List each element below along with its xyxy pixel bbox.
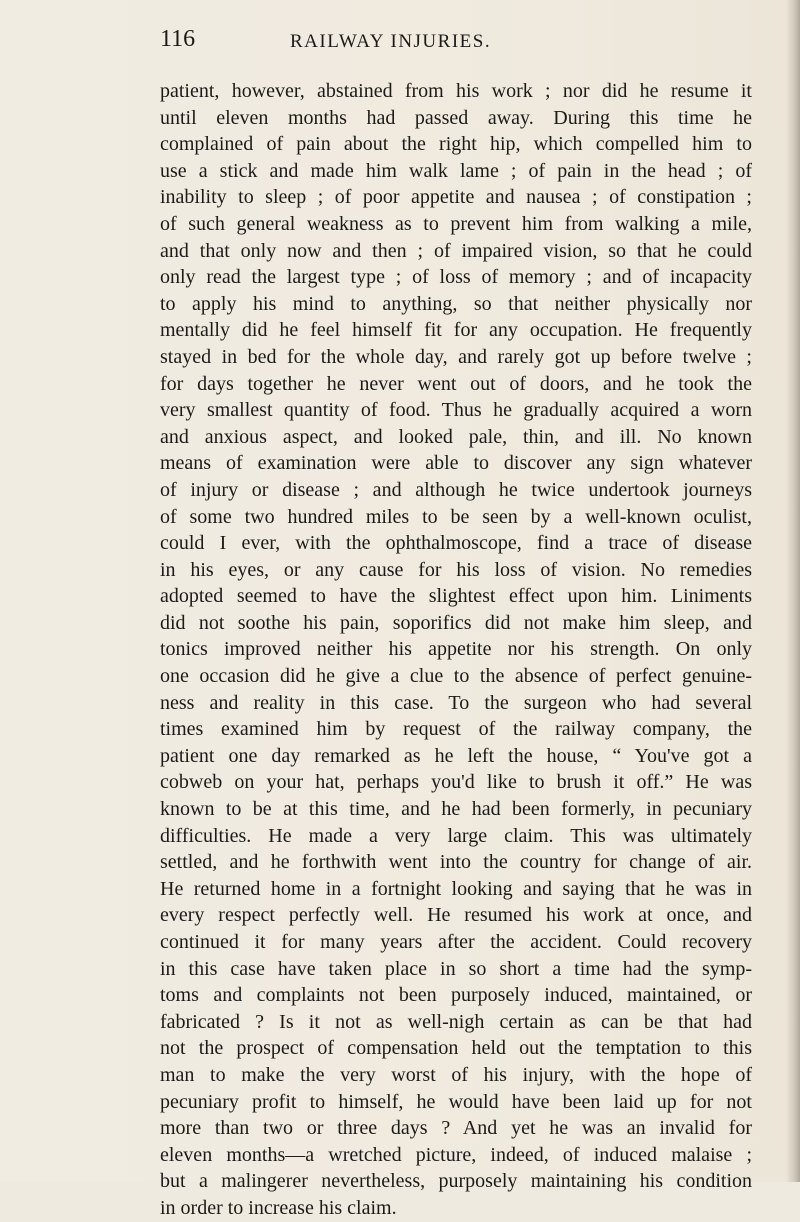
text-line: stayed in bed for the whole day, and rarely got up before twelve ; <box>160 345 752 368</box>
text-line: in his eyes, or any cause for his loss of vision. No remedies <box>160 558 752 581</box>
text-line: and that only now and then ; of impaired vision, so that he could <box>160 239 752 262</box>
text-line: not the prospect of compensation held out the temptation to this <box>160 1037 752 1060</box>
text-line: in this case have taken place in so short a time had the symp- <box>160 957 752 980</box>
text-line: known to be at this time, and he had been formerly, in pecuniary <box>160 798 752 821</box>
text-line: settled, and he forthwith went into the country for change of air. <box>160 851 752 874</box>
text-line-last: in order to increase his claim. <box>160 1196 397 1219</box>
text-line: only read the largest type ; of loss of memory ; and of incapacity <box>160 266 752 289</box>
text-line: until eleven months had passed away. During this time he <box>160 106 752 129</box>
text-line: cobweb on your hat, perhaps you'd like to brush it off.” He was <box>160 771 752 794</box>
text-line: pecuniary profit to himself, he would have been laid up for not <box>160 1090 752 1113</box>
text-line: complained of pain about the right hip, which compelled him to <box>160 133 752 156</box>
text-line: could I ever, with the ophthalmoscope, find a trace of disease <box>160 532 752 555</box>
text-line: mentally did he feel himself fit for any occupation. He frequently <box>160 319 752 342</box>
text-line: times examined him by request of the railway company, the <box>160 718 752 741</box>
body-text <box>160 78 752 1222</box>
text-line: means of examination were able to discover any sign whatever <box>160 452 752 475</box>
text-line: ness and reality in this case. To the surgeon who had several <box>160 691 752 714</box>
text-line: of some two hundred miles to be seen by a well-known oculist, <box>160 505 752 528</box>
text-line: of injury or disease ; and although he twice undertook journeys <box>160 478 752 501</box>
text-line: for days together he never went out of doors, and he took the <box>160 372 752 395</box>
text-line: patient one day remarked as he left the house, “ You've got a <box>160 744 752 767</box>
text-line: every respect perfectly well. He resumed his work at once, and <box>160 904 752 927</box>
text-line: very smallest quantity of food. Thus he gradually acquired a worn <box>160 399 752 422</box>
running-head: RAILWAY INJURIES. <box>290 31 492 52</box>
text-line: and anxious aspect, and looked pale, thin, and ill. No known <box>160 425 752 448</box>
text-line: patient, however, abstained from his work ; nor did he resume it <box>160 80 752 102</box>
text-line: did not soothe his pain, soporifics did not make him sleep, and <box>160 611 752 634</box>
page-edge-shadow <box>786 0 800 1182</box>
text-line: He returned home in a fortnight looking and saying that he was in <box>160 877 752 900</box>
text-line: tonics improved neither his appetite nor his strength. On only <box>160 638 752 661</box>
text-line: eleven months—a wretched picture, indeed, of induced malaise ; <box>160 1143 752 1166</box>
text-line: more than two or three days ? And yet he was an invalid for <box>160 1117 752 1140</box>
text-line: continued it for many years after the accident. Could recovery <box>160 931 752 953</box>
text-line: to apply his mind to anything, so that neither physically nor <box>160 292 752 315</box>
page-number: 116 <box>160 26 196 52</box>
text-line: one occasion did he give a clue to the absence of perfect genuine- <box>160 665 752 688</box>
page-header <box>160 26 750 66</box>
text-line: toms and complaints not been purposely induced, maintained, or <box>160 984 752 1007</box>
text-line: fabricated ? Is it not as well-nigh certain as can be that had <box>160 1010 752 1033</box>
text-line: use a stick and made him walk lame ; of pain in the head ; of <box>160 159 752 182</box>
text-line: inability to sleep ; of poor appetite and nausea ; of constipation ; <box>160 186 752 209</box>
text-line: but a malingerer nevertheless, purposely maintaining his condition <box>160 1170 752 1193</box>
text-line: of such general weakness as to prevent him from walking a mile, <box>160 212 752 235</box>
text-line: adopted seemed to have the slightest effect upon him. Liniments <box>160 585 752 608</box>
text-line: man to make the very worst of his injury, with the hope of <box>160 1063 752 1086</box>
text-line: difficulties. He made a very large claim. This was ultimately <box>160 824 752 847</box>
